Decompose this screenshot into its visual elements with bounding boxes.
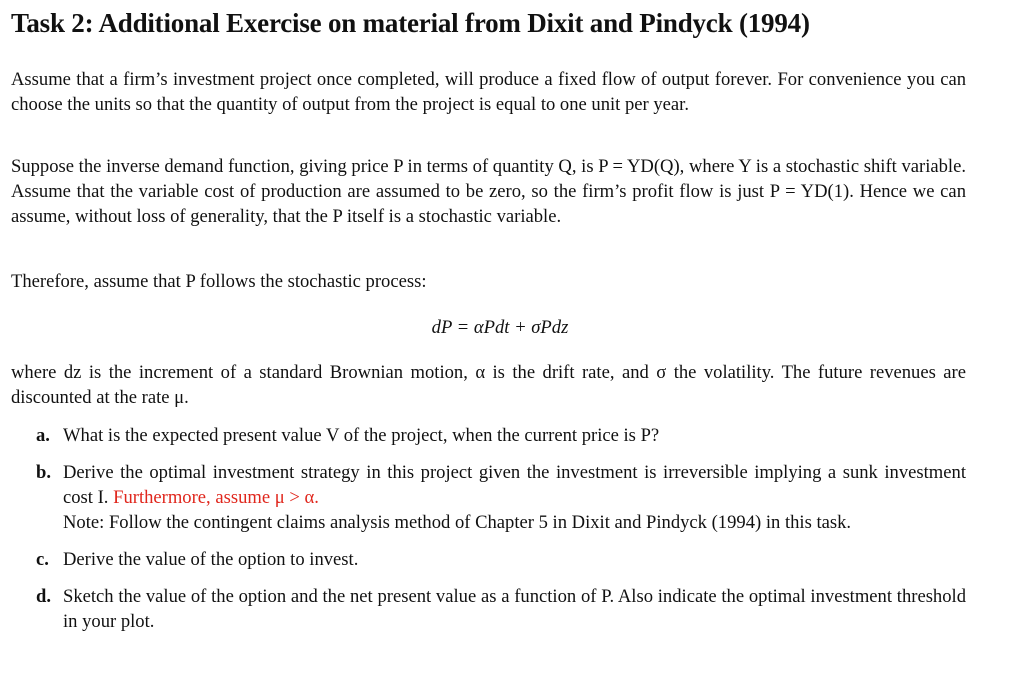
question-b-assumption: Furthermore, assume μ > α.: [113, 487, 319, 508]
paragraph-process: Therefore, assume that P follows the stochastic process:: [11, 271, 427, 292]
paragraph-demand: Suppose the inverse demand function, giving price P in terms of quantity Q, is P = YD(Q), where Y is a stochastic shift variable. Assume that the variable cost of production are assumed to be zero, so the firm’s profit flow is just P = YD(1). Hence we can assume, without loss of generality, that the P itself is a stochastic variable.: [11, 156, 966, 227]
question-b-text: Derive the optimal investment strategy in this project given the investment is irreversible implying a sunk investment cost I.: [63, 462, 966, 508]
question-d: [36, 584, 966, 634]
question-a: [36, 423, 966, 448]
question-b: [36, 460, 966, 535]
task-title: Task 2: Additional Exercise on material from Dixit and Pindyck (1994): [11, 8, 810, 38]
question-a-label: a.: [36, 425, 50, 446]
question-c-label: c.: [36, 549, 49, 570]
question-d-label: d.: [36, 586, 51, 607]
question-b-note: Note: Follow the contingent claims analysis method of Chapter 5 in Dixit and Pindyck (1994) in this task.: [63, 512, 852, 533]
paragraph-intro: Assume that a firm’s investment project once completed, will produce a fixed flow of output forever. For convenience you can choose the units so that the quantity of output from the project is equal to one unit per year.: [11, 69, 966, 115]
stochastic-equation: dP = αPdt + σPdz: [431, 317, 569, 338]
paragraph-brownian: where dz is the increment of a standard Brownian motion, α is the drift rate, and σ the volatility. The future revenues are discounted at the rate μ.: [11, 362, 966, 408]
question-b-label: b.: [36, 462, 51, 483]
question-d-text: Sketch the value of the option and the net present value as a function of P. Also indicate the optimal investment threshold in your plot.: [63, 586, 966, 632]
question-c: [36, 547, 966, 572]
question-c-text: Derive the value of the option to invest.: [63, 549, 359, 570]
question-a-text: What is the expected present value V of the project, when the current price is P?: [63, 425, 660, 446]
question-list: [36, 423, 966, 634]
